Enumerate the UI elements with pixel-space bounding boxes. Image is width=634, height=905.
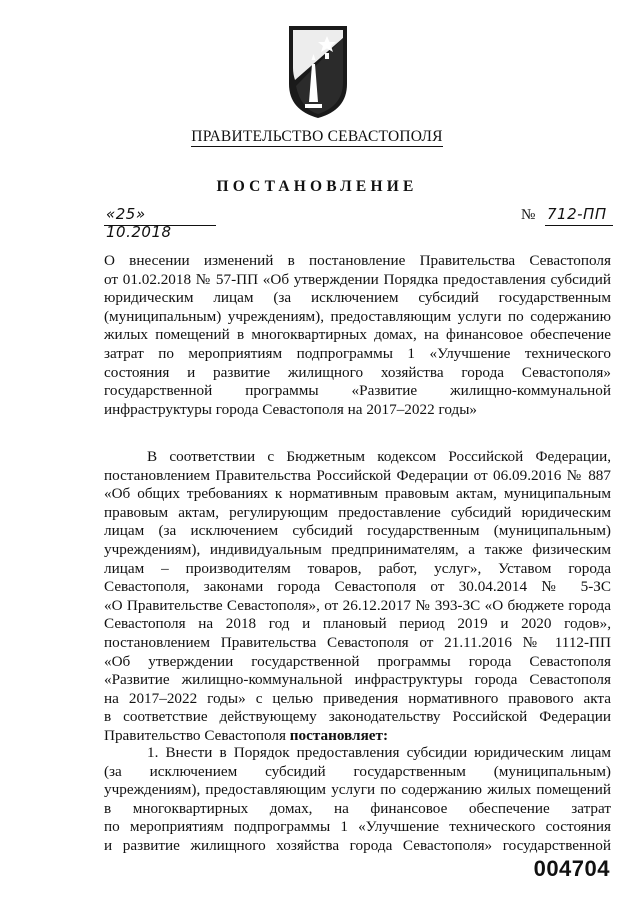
subject-line: жилых помещений в многоквартирных домах, на финансовое обеспечение	[104, 326, 611, 344]
document-date	[104, 205, 216, 241]
preamble-line: в соответствие действующему законодательству Российской Федерации	[104, 708, 611, 726]
preamble-line: на 2017–2022 годы» с целью приведения нормативного правового акта	[104, 689, 611, 707]
preamble-line: «Развитие жилищно-коммунальной инфраструктуры города Севастополя	[104, 671, 611, 689]
document-number-value: 712-ПП	[547, 205, 607, 223]
preamble-line: учреждениям), индивидуальным предпринимателям, а также физическим	[104, 540, 611, 558]
item-1-paragraph	[104, 744, 611, 856]
item-line: (за исключением субсидий государственным (муниципальным)	[104, 762, 611, 780]
subject-line: О внесении изменений в постановление Правительства Севастополя	[104, 252, 611, 269]
subject-line: от 01.02.2018 № 57-ПП «Об утверждении Порядка предоставления субсидий	[104, 270, 611, 288]
item-line: по мероприятиям подпрограммы 1 «Улучшение технического состояния	[104, 818, 611, 836]
subject-line: юридическим лицам (за исключением субсидий государственным	[104, 289, 611, 307]
serial-number-stamp: 004704	[533, 856, 610, 881]
preamble-line: «Об общих требованиях к нормативным правовым актам, муниципальным	[104, 485, 611, 503]
sevastopol-coat-of-arms-icon	[287, 24, 349, 120]
document-type: ПОСТАНОВЛЕНИЕ	[216, 178, 418, 195]
subject-paragraph	[104, 252, 611, 419]
preamble-line: лицам – производителям товаров, работ, услуг», Уставом города	[104, 559, 611, 577]
item-line: и развитие жилищного хозяйства города Севастополя» государственной	[104, 836, 611, 854]
preamble-paragraph	[104, 448, 611, 746]
preamble-line: правовым актам, регулирующим предоставление субсидий юридическим	[104, 503, 611, 521]
subject-line: государственной программы «Развитие жилищно-коммунальной	[104, 382, 611, 400]
government-title-text: ПРАВИТЕЛЬСТВО СЕВАСТОПОЛЯ	[191, 128, 443, 145]
preamble-line: лицам (за исключением субсидий государственным (муниципальным)	[104, 522, 611, 540]
item-line: 1. Внести в Порядок предоставления субсидии юридическим лицам	[147, 744, 611, 761]
preamble-line: «О Правительстве Севастополя», от 26.12.2017 № 393-ЗС «О бюджете города	[104, 596, 611, 614]
preamble-issuer: Правительство Севастополя	[104, 726, 286, 744]
number-underline	[545, 225, 613, 226]
document-date-value: «25» 10.2018	[106, 205, 172, 241]
preamble-line: постановлением Правительства Севастополя от 21.11.2016 № 1112-ПП	[104, 633, 611, 651]
preamble-line: Севастополя на 2018 год и плановый период 2019 и 2020 годов»,	[104, 615, 611, 633]
date-underline	[104, 225, 216, 226]
preamble-final-line	[104, 727, 611, 746]
item-line: учреждениям), предоставляющим услуги по содержанию жилых помещений	[104, 781, 611, 799]
item-line: в многоквартирных домах, на финансовое обеспечение затрат	[104, 799, 611, 817]
preamble-line: В соответствии с Бюджетным кодексом Российской Федерации,	[147, 448, 611, 465]
preamble-line: Севастополя, законами города Севастополя от 30.04.2014 № 5-ЗС	[104, 578, 611, 596]
government-title	[0, 128, 634, 146]
subject-line: состояния и развитие жилищного хозяйства города Севастополя»	[104, 363, 611, 381]
number-prefix: №	[521, 207, 536, 223]
preamble-line: «Об утверждении государственной программы города Севастополя	[104, 652, 611, 670]
preamble-resolves: постановляет:	[289, 726, 389, 744]
preamble-line: постановлением Правительства Российской Федерации от 06.09.2016 № 887	[104, 466, 611, 484]
subject-line: затрат по мероприятиям подпрограммы 1 «Улучшение технического	[104, 344, 611, 362]
subject-line: (муниципальным) учреждениям), предоставляющим услуги по содержанию	[104, 307, 611, 325]
subject-line: инфраструктуры города Севастополя на 2017–2022 годы»	[104, 400, 478, 418]
document-number	[521, 205, 613, 227]
